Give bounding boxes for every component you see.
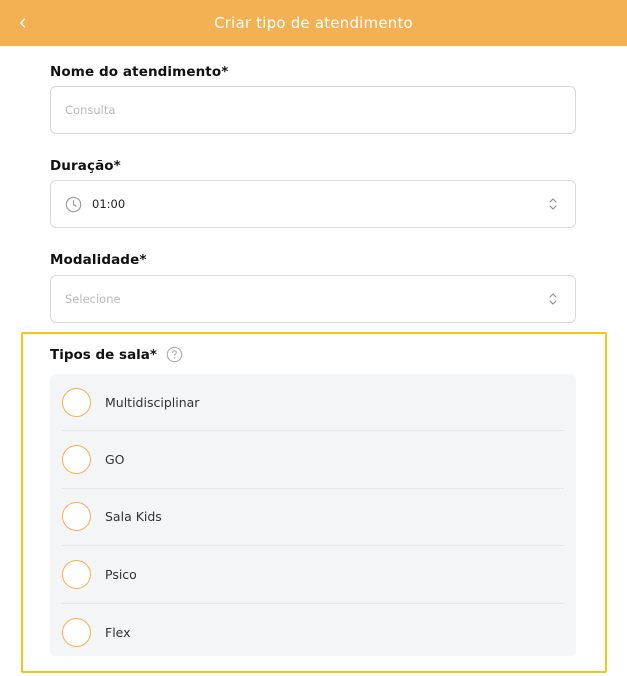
question-circle-icon[interactable] xyxy=(166,346,183,363)
clock-icon xyxy=(65,196,82,213)
room-option-multidisciplinar[interactable] xyxy=(62,374,564,431)
name-label: Nome do atendimento* xyxy=(50,64,229,80)
room-option-label: Sala Kids xyxy=(105,509,162,525)
name-input[interactable] xyxy=(65,103,561,117)
chevron-left-icon xyxy=(18,17,28,29)
room-option-label: Multidisciplinar xyxy=(105,394,200,410)
room-option-label: Psico xyxy=(105,566,137,582)
radio-button[interactable] xyxy=(62,560,91,589)
modality-label: Modalidade* xyxy=(50,252,147,268)
duration-select[interactable] xyxy=(50,180,576,228)
app-header xyxy=(0,0,627,46)
page-title: Criar tipo de atendimento xyxy=(214,14,413,32)
room-option-flex[interactable] xyxy=(62,604,564,661)
room-option-sala-kids[interactable] xyxy=(62,489,564,546)
back-button[interactable] xyxy=(8,8,38,38)
room-types-list xyxy=(50,374,576,656)
modality-select[interactable] xyxy=(50,275,576,323)
radio-button[interactable] xyxy=(62,618,91,647)
modality-placeholder: Selecione xyxy=(65,292,121,306)
chevron-up-down-icon xyxy=(547,196,559,216)
chevron-up-down-icon xyxy=(547,291,559,311)
radio-button[interactable] xyxy=(62,502,91,531)
radio-button[interactable] xyxy=(62,445,91,474)
room-types-header xyxy=(50,346,183,363)
name-field-box xyxy=(50,86,576,134)
room-option-label: Flex xyxy=(105,624,131,640)
room-option-go[interactable] xyxy=(62,431,564,488)
room-option-psico[interactable] xyxy=(62,546,564,603)
radio-button[interactable] xyxy=(62,388,91,417)
duration-label: Duração* xyxy=(50,158,121,174)
room-option-label: GO xyxy=(105,452,125,468)
duration-value: 01:00 xyxy=(92,197,126,211)
room-types-label: Tipos de sala* xyxy=(50,346,157,363)
